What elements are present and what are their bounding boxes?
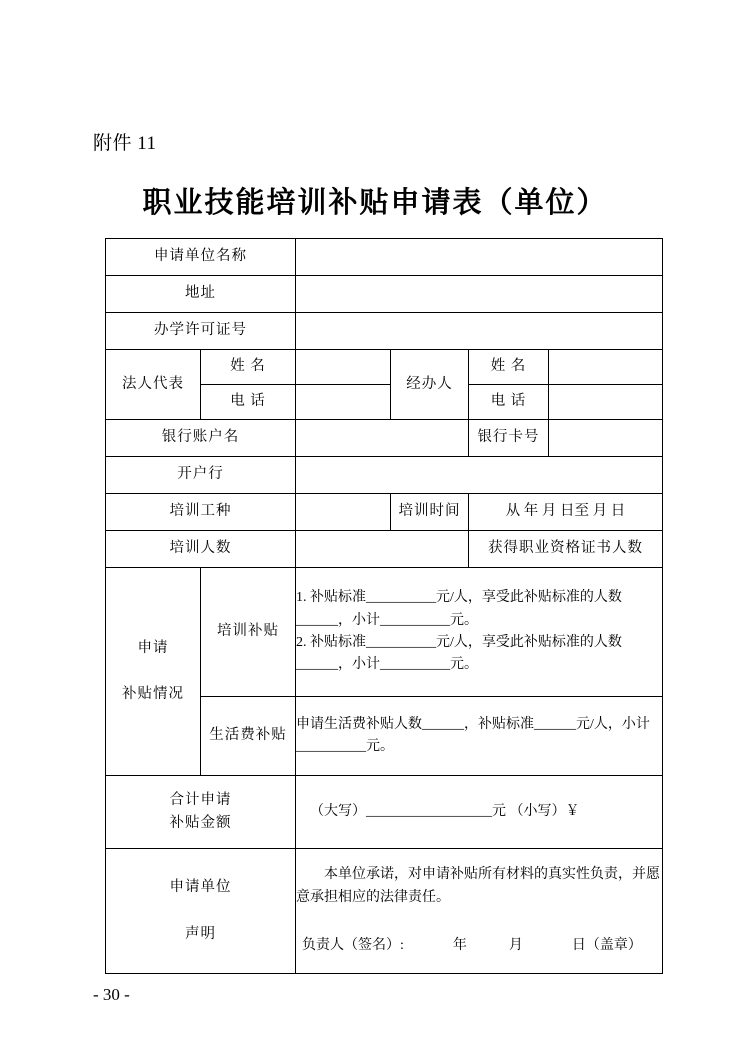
- handler-phone-value[interactable]: [549, 385, 663, 420]
- table-row-bank-branch: [106, 457, 663, 494]
- handler-name-value[interactable]: [549, 350, 663, 385]
- total-value[interactable]: （大写）__________________元 （小写）￥: [296, 776, 663, 849]
- handler-phone-label: 电 话: [469, 385, 549, 420]
- declaration-text: 本单位承诺，对申请补贴所有材料的真实性负责，并愿意承担相应的法律责任。: [296, 867, 660, 905]
- table-row-address: [106, 276, 663, 313]
- legal-rep-phone-value[interactable]: [296, 385, 391, 420]
- training-type-value[interactable]: [296, 494, 391, 531]
- unit-name-value[interactable]: [296, 239, 663, 276]
- handler-label: 经办人: [391, 350, 469, 420]
- training-time-value[interactable]: 从 年 月 日至 月 日: [469, 494, 663, 531]
- bank-account-name-label: 银行账户名: [106, 420, 296, 457]
- table-row-unit-name: [106, 239, 663, 276]
- apply-subsidy-label: [106, 568, 201, 776]
- bank-card-value[interactable]: [549, 420, 663, 457]
- living-subsidy-label: 生活费补贴: [201, 697, 296, 776]
- declaration-label-line2: 声明: [185, 925, 216, 942]
- training-subsidy-body[interactable]: [296, 568, 663, 697]
- legal-rep-label: 法人代表: [106, 350, 201, 420]
- page-number: - 30 -: [93, 985, 130, 1004]
- legal-rep-name-value[interactable]: [296, 350, 391, 385]
- table-row-bank-account: [106, 420, 663, 457]
- table-row-legal-rep-name: [106, 350, 663, 385]
- page-title: 职业技能培训补贴申请表（单位）: [142, 187, 608, 219]
- total-label-line2: 补贴金额: [169, 815, 232, 831]
- unit-name-label: 申请单位名称: [106, 239, 296, 276]
- certificate-count-label: 获得职业资格证书人数: [469, 531, 663, 568]
- subsidy-application-form: [105, 238, 663, 974]
- declaration-body[interactable]: [296, 849, 663, 974]
- table-row-training-subsidy: [106, 568, 663, 697]
- address-label: 地址: [106, 276, 296, 313]
- training-subsidy-item-1: 1. 补贴标准__________元/人，享受此补贴标准的人数______，小计__________元。: [296, 590, 622, 628]
- bank-card-label: 银行卡号: [469, 420, 549, 457]
- apply-subsidy-label-line1: 申请: [137, 639, 169, 656]
- table-row-declaration: [106, 849, 663, 974]
- living-subsidy-body[interactable]: 申请生活费补贴人数______，补贴标准______元/人，小计__________元。: [296, 697, 663, 776]
- training-subsidy-label: 培训补贴: [201, 568, 296, 697]
- table-row-training-type: [106, 494, 663, 531]
- bank-branch-value[interactable]: [296, 457, 663, 494]
- apply-subsidy-label-line2: 补贴情况: [122, 686, 184, 703]
- declaration-label-line1: 申请单位: [169, 879, 232, 896]
- attachment-label: 附件 11: [93, 133, 157, 154]
- address-value[interactable]: [296, 276, 663, 313]
- training-subsidy-item-2: 2. 补贴标准__________元/人，享受此补贴标准的人数______，小计__________元。: [296, 635, 622, 673]
- legal-rep-name-label: 姓 名: [201, 350, 296, 385]
- bank-account-name-value[interactable]: [296, 420, 469, 457]
- training-type-label: 培训工种: [106, 494, 296, 531]
- handler-name-label: 姓 名: [469, 350, 549, 385]
- trainee-count-value[interactable]: [296, 531, 469, 568]
- table-row-total: [106, 776, 663, 849]
- table-row-trainee-count: [106, 531, 663, 568]
- license-value[interactable]: [296, 313, 663, 350]
- declaration-label: [106, 849, 296, 974]
- total-label: [106, 776, 296, 849]
- trainee-count-label: 培训人数: [106, 531, 296, 568]
- legal-rep-phone-label: 电 话: [201, 385, 296, 420]
- license-label: 办学许可证号: [106, 313, 296, 350]
- declaration-signature-line[interactable]: 负责人（签名）: 年 月 日（盖章）: [302, 938, 642, 954]
- total-label-line1: 合计申请: [169, 791, 232, 808]
- bank-branch-label: 开户行: [106, 457, 296, 494]
- training-time-label: 培训时间: [391, 494, 469, 531]
- table-row-license: [106, 313, 663, 350]
